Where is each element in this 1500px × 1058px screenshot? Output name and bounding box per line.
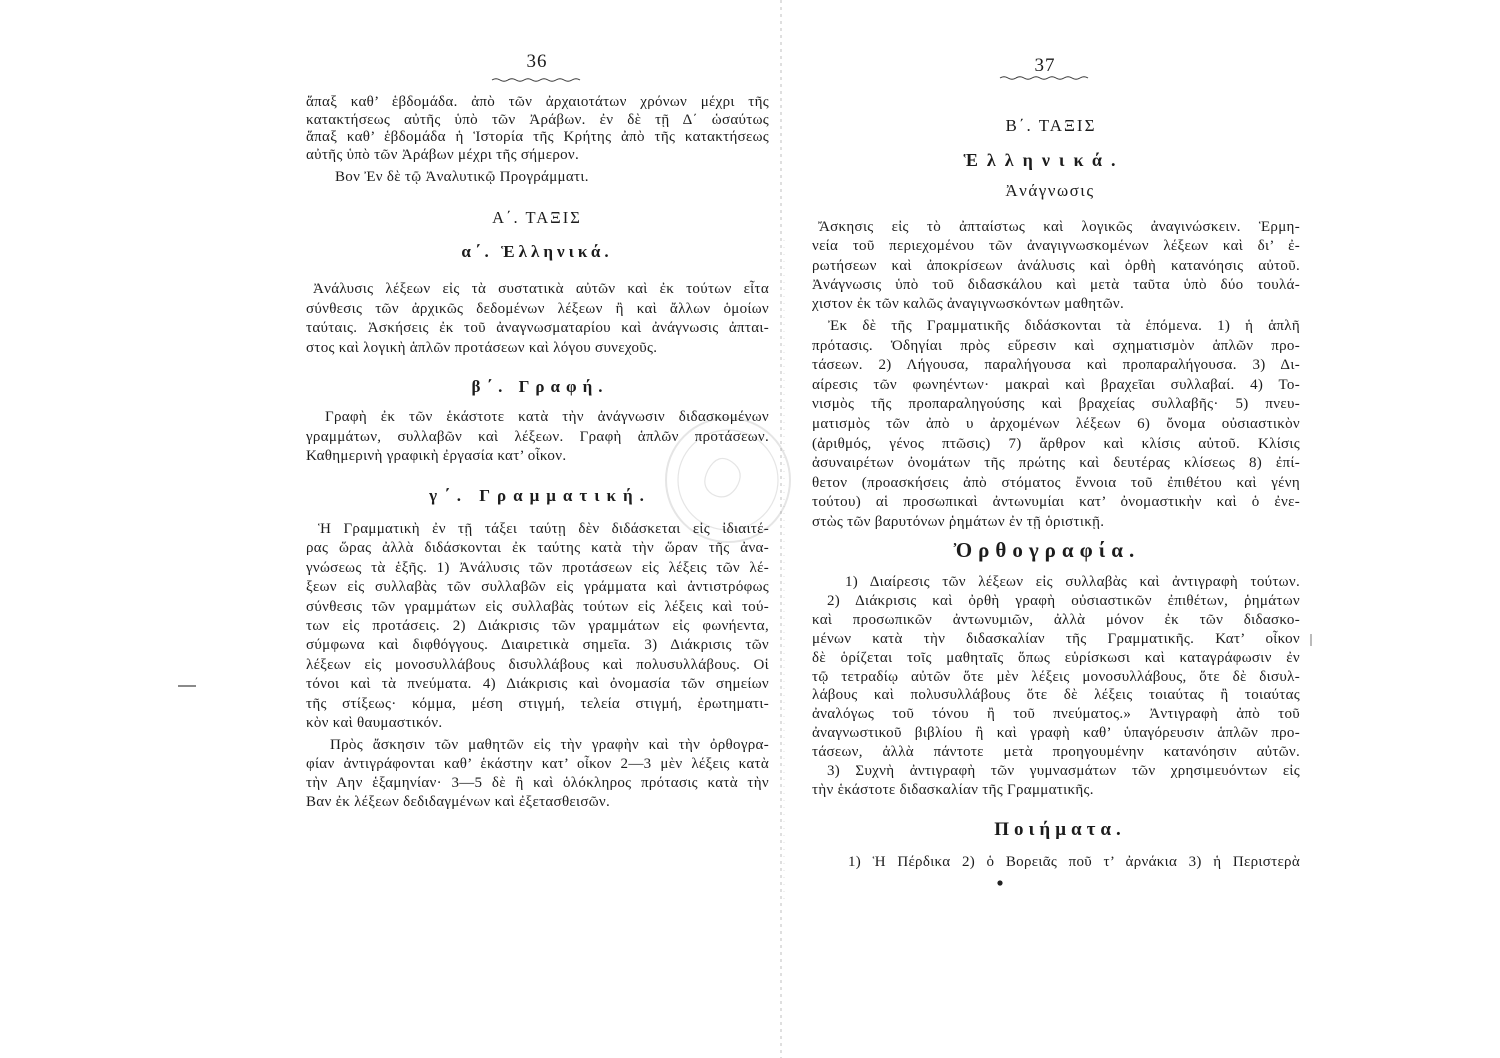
text-line: των εἰς προτάσεις. 2) Διάκρισις τῶν γραμμάτων εἰς φωνήεντα, <box>306 618 769 635</box>
text-line: φίαν ἀντιγράφονται καθ’ ἑκάστην κατ’ οἶκον 2—3 μὲν λέξεις κατὰ <box>306 756 769 772</box>
text-line: γνώσεως τὰ ἑξῆς. 1) Ἀνάλυσις τῶν προτάσεων εἰς λέξεις τῶν λέ- <box>306 559 769 576</box>
text-line: Πρὸς ἄσκησιν τῶν μαθητῶν εἰς τὴν γραφὴν καὶ τὴν ὀρθογρα- <box>330 737 769 753</box>
text-line: 3) Συχνὴ ἀντιγραφὴ τῶν γυμνασμάτων τῶν χρησιμευόντων εἰς <box>827 763 1300 780</box>
text-line: στος καὶ λογικὴ ἁπλῶν προτάσεων καὶ λόγου συνεχοῦς. <box>306 339 658 356</box>
text-line: χιστον ἐκ τῶν καλῶς ἀναγιγνωσκόντων μαθητῶν. <box>812 296 1125 312</box>
orthography-paragraph <box>812 573 1300 800</box>
text-line: στὼς τῶν βαρυτόνων ῥημάτων ἐν τῇ ὁριστικῇ. <box>812 513 1105 530</box>
text-line: Γραφὴ ἐκ τῶν ἑκάστοτε κατὰ τὴν ἀνάγνωσιν διδασκομένων <box>325 409 769 425</box>
text-line: Ἀνάγνωσις ὑπὸ τοῦ διδασκάλου καὶ μετὰ ταῦτα ὑπὸ δύο τουλά- <box>812 276 1300 293</box>
subheading-reading: Ἀνάγνωσις <box>1005 181 1095 200</box>
section-heading-greek: α΄. Ἑλληνικά. <box>461 242 613 261</box>
text-line: Ἐκ δὲ τῆς Γραμματικῆς διδάσκονται τὰ ἑπόμενα. 1) ἡ ἁπλῆ <box>828 318 1300 334</box>
text-line: ταύταις. Ἀσκήσεις ἐκ τοῦ ἀναγνωσματαρίου καὶ ἀνάγνωσις ἀπται- <box>306 320 769 337</box>
text-line: πρότασις. Ὁδηγίαι πρὸς εὕρεσιν καὶ σχηματισμὸν ἁπλῶν προ- <box>812 337 1300 354</box>
text-line: ἀσυναιρέτων ὀνομάτων τῆς πρώτης καὶ δευτέρας κλίσεως 8) ἐπί- <box>812 455 1300 472</box>
class-heading-a: Α΄. ΤΑΞΙΣ <box>492 208 582 227</box>
program-reference <box>306 168 769 186</box>
text-line: τούτου) αἱ προσωπικαὶ ἀντωνυμίαι κατ’ ὀνομαστικὴν καὶ ὁ ἐνε- <box>812 494 1300 511</box>
ink-dot <box>997 880 1002 885</box>
grammar-paragraph-1 <box>306 520 769 733</box>
text-line: κατακτήσεως αὐτῆς ὑπὸ τῶν Ἀράβων. ἐν δὲ τῇ Δ΄ ὡσαύτως <box>306 111 769 128</box>
text-line: ἅπαξ καθ’ ἑβδομάδα. ἀπὸ τῶν ἀρχαιοτάτων χρόνων μέχρι τῆς <box>306 94 769 110</box>
section-heading-greek: Ἑλληνικά. <box>963 150 1125 170</box>
text-line: Καθημερινὴ γραφικὴ ἐργασία κατ’ οἶκον. <box>306 448 567 464</box>
page-number-right: 37 <box>1034 55 1056 76</box>
section-heading-writing: β΄. Γραφή. <box>471 377 609 396</box>
text-line: σύνθεσις τῶν ἀρχικῶς δεδομένων λέξεων ἢ καὶ ἄλλων ὁμοίων <box>306 300 769 317</box>
page-number-left: 36 <box>526 51 548 72</box>
text-line: λάβους καὶ πολυσυλλάβους ὅτε δὲ λέξεις τοιαύτας ἢ τοιαύτας <box>812 687 1300 704</box>
text-line: Ἄσκησις εἰς τὸ ἀπταίστως καὶ λογικῶς ἀναγινώσκειν. Ἑρμη- <box>818 219 1300 235</box>
text-line: τῆς στίξεως· κόμμα, μέση στιγμή, τελεία στιγμή, ἐρωτηματι- <box>306 695 769 712</box>
text-line: μένων κατὰ τὴν διδασκαλίαν τῆς Γραμματικῆς. Κατ’ οἶκον <box>812 630 1300 647</box>
text-line: 1) Ἡ Πέρδικα 2) ὁ Βορειᾶς ποῦ τ’ ἀρνάκια 3) ἡ Περιστερὰ <box>848 854 1300 870</box>
writing-paragraph <box>306 408 769 467</box>
text-line: Βον Ἐν δὲ τῷ Ἀναλυτικῷ Προγράμματι. <box>335 169 589 185</box>
text-line: λέξεων εἰς μονοσυλλάβους δισυλλάβους καὶ πολυσυλλάβους. Οἱ <box>306 656 769 673</box>
reading-paragraph-2 <box>812 317 1300 533</box>
text-line: ρωτήσεων καὶ ἀποκρίσεων ἀνάλυσις καὶ ὀρθὴ κατανόησις αὐτοῦ. <box>812 257 1300 274</box>
text-line: Ἀνάλυσις λέξεων εἰς τὰ συστατικὰ αὐτῶν καὶ ἐκ τούτων εἶτα <box>313 281 769 297</box>
text-line: θετον (προασκήσεις ἀπὸ στόματος ἔννοια τοῦ ἐπιθέτου καὶ γένη <box>812 474 1300 491</box>
text-line: κὸν καὶ θαυμαστικόν. <box>306 715 443 732</box>
text-line: ματισμὸς τῶν ἀπὸ υ ἀρχομένων λέξεων 6) ὄνομα οὐσιαστικὸν <box>812 415 1300 432</box>
text-line: σύμφωνα καὶ διφθόγγους. Διαιρετικὰ σημεῖα. 3) Διάκρισις τῶν <box>306 637 769 654</box>
text-line: καὶ προσωπικῶν ἀντωνυμιῶν, ἀλλὰ μόνον ἐκ τῶν διδασκο- <box>812 611 1300 628</box>
page-number-underline-left <box>492 79 580 82</box>
reading-paragraph-1 <box>812 218 1300 314</box>
text-line: γραμμάτων, συλλαβῶν καὶ λέξεων. Γραφὴ ἁπλῶν προτάσεων. <box>306 428 769 445</box>
text-line: 2) Διάκρισις καὶ ὀρθὴ γραφὴ οὐσιαστικῶν ἐπιθέτων, ῥημάτων <box>827 592 1300 609</box>
text-line: νισμὸς τῆς προπαραληγούσης καὶ βραχείας συλλαβῆς· 5) πνευ- <box>812 396 1300 413</box>
section-heading-poems: Ποιήματα. <box>994 819 1126 840</box>
text-line: τάσεων, ἀλλὰ πάντοτε μετὰ προηγουμένην κατανόησιν αὐτῶν. <box>812 744 1300 761</box>
text-line: αὐτῆς ὑπὸ τῶν Ἀράβων μέχρι τῆς σήμερον. <box>306 147 580 164</box>
text-line: Βαν ἐκ λέξεων δεδιδαγμένων καὶ ἐξετασθεισῶν. <box>306 794 611 810</box>
class-heading-b: Β΄. ΤΑΞΙΣ <box>1005 116 1097 135</box>
text-line: τάσεων. 2) Λήγουσα, παραλήγουσα καὶ προπαραλήγουσα. 3) Δι- <box>812 357 1300 374</box>
text-line: τὴν Αην ἑξαμηνίαν· 3—5 δὲ ἢ καὶ ὁλόκληρος πρότασις κατὰ τὴν <box>306 775 769 791</box>
text-line: τὴν ἑκάστοτε διδασκαλίαν τῆς Γραμματικῆς. <box>812 781 1094 798</box>
text-line: τῷ τετραδίῳ αὐτῶν ὅτε μὲν λέξεις μονοσυλλάβους, ὅτε δὲ δισυλ- <box>812 668 1300 685</box>
greek-paragraph <box>306 280 769 358</box>
section-heading-grammar: γ΄. Γραμματική. <box>429 486 651 505</box>
text-line: δὲ ὁρίζεται τοῖς μαθηταῖς ὅπως εὑρίσκωσι καὶ καταγράφωσιν ἐν <box>812 649 1300 666</box>
text-line: 1) Διαίρεσις τῶν λέξεων εἰς συλλαβὰς καὶ ἀντιγραφὴ τούτων. <box>845 574 1300 590</box>
poems-list <box>812 852 1300 872</box>
text-line: ρας ὥρας ἀλλὰ διδάσκονται ἐκ ταύτης κατὰ τὴν ὥραν τῆς ἀνα- <box>306 540 769 557</box>
text-line: αίρεσις τῶν φωνηέντων· μακραὶ καὶ βραχεῖαι συλλαβαί. 4) Το- <box>812 376 1300 393</box>
text-line: ἀναλόγως τοῦ τόνου ἢ τοῦ πνεύματος.» Ἀντιγραφὴ ἀπὸ τοῦ <box>812 706 1300 723</box>
text-line: ἅπαξ καθ’ ἑβδομάδα ἡ Ἱστορία τῆς Κρήτης ἀπὸ τῆς κατακτήσεως <box>306 129 769 146</box>
text-line: τόνοι καὶ τὰ πνεύματα. 4) Διάκρισις καὶ ὀνομασία τῶν σημείων <box>306 676 769 693</box>
grammar-paragraph-2 <box>306 736 769 812</box>
text-line: σύνθεσις τῶν γραμμάτων εἰς συλλαβὰς τούτων εἰς λέξεις καὶ τού- <box>306 598 769 615</box>
text-line: νεία τοῦ περιεχομένου τῶν ἀναγιγνωσκομένων λέξεων καὶ δι’ ἐ- <box>812 238 1300 255</box>
text-line: (ἀριθμός, γένος πτῶσις) 7) ἄρθρον καὶ κλίσις αὐτοῦ. Κλίσις <box>812 435 1300 452</box>
text-line: ἀναγνωστικοῦ βιβλίου ἢ καὶ γραφὴ καθ’ ὑπαγόρευσιν ἁπλῶν προ- <box>812 725 1300 742</box>
text-line: ξεων εἰς συλλαβὰς τῶν συλλαβῶν εἰς γράμματα καὶ ἀντιστρόφως <box>306 579 769 596</box>
intro-paragraph <box>306 94 769 165</box>
section-heading-orthography: Ὀρθογραφία. <box>953 538 1141 562</box>
text-line: Ἡ Γραμματικὴ ἐν τῇ τάξει ταύτῃ δὲν διδάσκεται εἰς ἰδιαιτέ- <box>318 521 769 537</box>
